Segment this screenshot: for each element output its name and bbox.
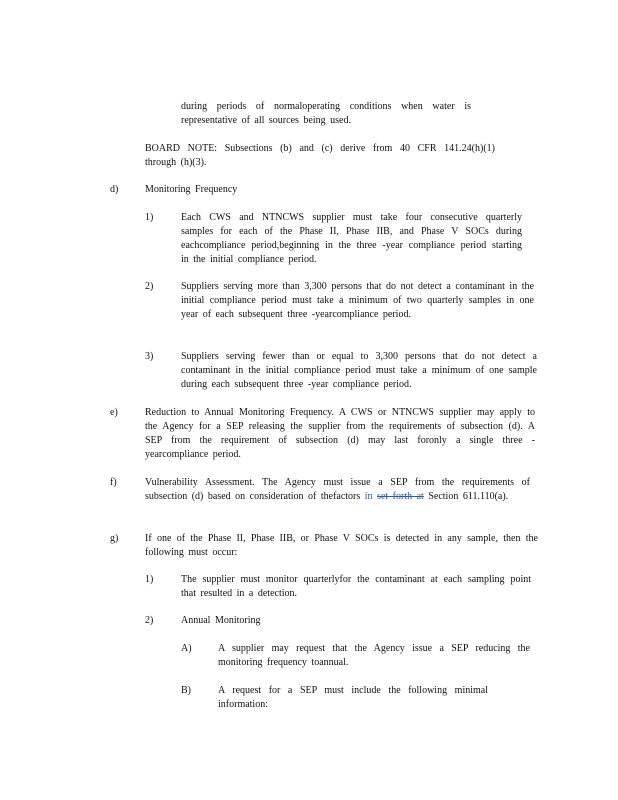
inserted-text-in: in [364, 491, 373, 502]
g-item-1-text: The supplier must monitor quarterlyfor the contaminant at each sampling point that resulted in a detection. [181, 574, 531, 599]
board-note: BOARD NOTE: Subsections (b) and (c) derive from 40 CFR 141.24(h)(1) through (h)(3). [145, 143, 495, 168]
g-item-1-label: 1) [145, 574, 154, 585]
section-d-label: d) [110, 184, 119, 195]
d-item-3-text: Suppliers serving fewer than or equal to 3,300 persons that do not detect a contaminant in the initial compliance period must take a minimum of one sample during each subsequent three -year compliance period. [181, 351, 537, 390]
g-item-2-label: 2) [145, 615, 154, 626]
d-item-1-text: Each CWS and NTNCWS supplier must take four consecutive quarterly samples for each of the Phase II, Phase IIB, and Phase V SOCs during eachcompliance period,beginning in the three -year compliance period starting in the initial compliance period. [181, 212, 522, 265]
section-g-label: g) [110, 533, 119, 544]
d-item-2-text: Suppliers serving more than 3,300 persons that do not detect a contaminant in the initial compliance period must take a minimum of two quarterly samples in one year of each subsequent three -yearcompliance period. [181, 281, 534, 320]
section-f-text-before: Vulnerability Assessment. The Agency must issue a SEP from the requirements of subsection (d) based on consideration of thefactors [145, 477, 530, 502]
d-item-3-label: 3) [145, 351, 154, 362]
intro-continuation: during periods of normaloperating conditions when water is representative of all sources being used. [181, 101, 471, 126]
g-item-2-text: Annual Monitoring [181, 615, 261, 626]
g-subitem-a-label: A) [181, 643, 192, 654]
g-subitem-b-label: B) [181, 685, 191, 696]
section-f-text-after: Section 611.110(a). [423, 491, 509, 502]
section-f-label: f) [110, 477, 117, 488]
g-subitem-b-text: A request for a SEP must include the following minimal information: [218, 685, 488, 710]
section-e-text: Reduction to Annual Monitoring Frequency. A CWS or NTNCWS supplier may apply to the Agency for a SEP releasing the supplier from the requirements of subsection (d). A SEP from the requirement of subsection (d) may last foronly a single three -yearcompliance period. [145, 407, 535, 460]
d-item-1-label: 1) [145, 212, 154, 223]
struck-text: set forth at [377, 491, 424, 502]
section-d-heading: Monitoring Frequency [145, 184, 238, 195]
g-subitem-a-text: A supplier may request that the Agency issue a SEP reducing the monitoring frequency toannual. [218, 643, 530, 668]
section-f-text [145, 476, 530, 504]
d-item-2-label: 2) [145, 281, 154, 292]
section-g-text: If one of the Phase II, Phase IIB, or Phase V SOCs is detected in any sample, then the following must occur: [145, 533, 538, 558]
section-e-label: e) [110, 407, 118, 418]
